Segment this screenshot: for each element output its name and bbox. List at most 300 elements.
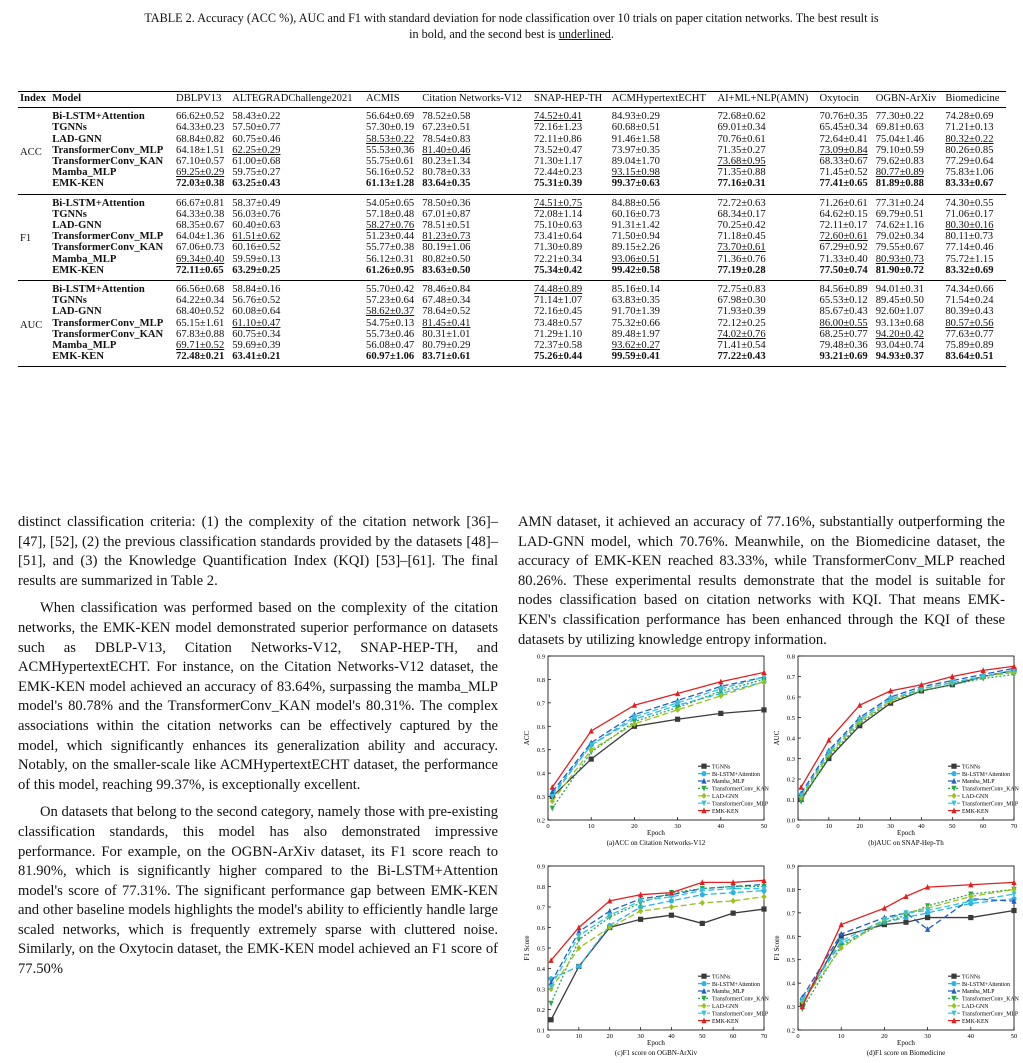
y-tick-label: 0.4 [536, 770, 545, 778]
paragraph: AMN dataset, it achieved an accuracy of 77.16%, substantially outperforming the LAD-GNN model, which 70.76%. Meanwhile, on the Biomedicine dataset, the accuracy of EMK-KEN reached 83.33%, while TransformerConv_MLP reached 80.26%. These experimental results demonstrate that the model is suitable for nodes classification based on citation networks with KQI. That means EMK-KEN's classification performance has been enhanced through the KQI of these datasets by utilizing knowledge entropy information. [518, 514, 1005, 648]
cell-value: 80.57±0.56 [945, 317, 994, 329]
table-cell [174, 122, 230, 133]
data-point [638, 917, 643, 922]
table-cell [364, 167, 420, 178]
table-cell [364, 220, 420, 231]
table-cell [818, 134, 874, 145]
table-cell [364, 178, 420, 194]
cell-value: 60.08±0.64 [232, 306, 281, 318]
table-cell [174, 340, 230, 351]
table-row [18, 178, 1006, 194]
table-cell [610, 329, 716, 340]
cell-value: 71.14±1.07 [533, 295, 583, 307]
table-cell [715, 194, 817, 209]
results-table [18, 91, 1006, 367]
x-tick-label: 10 [825, 823, 833, 830]
table-cell [874, 231, 944, 242]
table-cell [818, 351, 874, 367]
legend-marker [701, 981, 706, 986]
table-cell [610, 220, 716, 231]
caption-line-2 [20, 26, 1003, 42]
table-cell [230, 281, 364, 296]
cell-value: 64.33±0.38 [176, 208, 225, 220]
table-cell [874, 281, 944, 296]
cell-value: 72.68±0.62 [717, 111, 766, 123]
table-cell [818, 108, 874, 123]
cell-value: 64.22±0.34 [176, 295, 225, 307]
cell-value: 84.93±0.29 [611, 111, 660, 123]
cell-value: 71.06±0.17 [945, 208, 994, 220]
cell-value: 69.71±0.52 [176, 340, 225, 352]
table-cell [610, 231, 716, 242]
cell-value: 55.73±0.46 [366, 328, 415, 340]
cell-value: 56.76±0.52 [232, 295, 281, 307]
table-cell [715, 329, 817, 340]
x-axis-label: Epoch [647, 1039, 665, 1047]
table-cell [364, 295, 420, 306]
model-name: EMK-KEN [52, 351, 104, 363]
x-tick-label: 50 [949, 823, 956, 830]
cell-value: 93.62±0.27 [611, 340, 660, 352]
cell-value: 93.06±0.51 [611, 253, 660, 265]
data-point [589, 756, 594, 761]
cell-value: 80.23±1.34 [422, 156, 471, 168]
cell-value: 78.52±0.58 [422, 111, 471, 123]
cell-value: 85.16±0.14 [611, 284, 660, 296]
cell-value: 80.11±0.73 [945, 231, 994, 243]
cell-value: 72.75±0.83 [717, 284, 766, 296]
data-point [700, 921, 705, 926]
cell-value: 77.30±0.22 [875, 111, 924, 123]
cell-value: 58.62±0.37 [366, 306, 415, 318]
table-row [18, 351, 1006, 367]
cell-value: 71.35±0.88 [717, 167, 766, 179]
cell-value: 61.13±1.28 [366, 178, 415, 190]
data-point [675, 717, 680, 722]
table-cell [420, 156, 532, 167]
data-point [761, 906, 766, 911]
caption-end: . [610, 27, 614, 41]
cell-value: 83.71±0.61 [422, 351, 471, 363]
chart-legend [948, 974, 1020, 1025]
table-cell [874, 329, 944, 340]
column-header: Oxytocin [819, 93, 859, 104]
cell-value: 55.70±0.42 [366, 284, 415, 296]
cell-value: 84.56±0.89 [819, 284, 868, 296]
column-header: Biomedicine [945, 93, 1000, 104]
table-cell [818, 254, 874, 265]
cell-value: 80.32±0.22 [945, 133, 994, 145]
table-cell [874, 156, 944, 167]
table-cell [943, 167, 1006, 178]
x-axis-label: Epoch [897, 829, 915, 837]
table-cell [364, 156, 420, 167]
model-name: Mamba_MLP [52, 253, 117, 265]
table-cell [532, 231, 610, 242]
legend-label: Mamba_MLP [712, 779, 745, 786]
series-line [801, 666, 1014, 787]
table-cell [230, 318, 364, 329]
table-cell [715, 281, 817, 296]
y-tick-label: 0.3 [786, 1004, 795, 1012]
table-cell [610, 134, 716, 145]
cell-value: 83.33±0.67 [945, 178, 994, 190]
cell-value: 67.23±0.51 [422, 122, 471, 134]
table-cell [715, 295, 817, 306]
column-header: AI+ML+NLP(AMN) [717, 93, 809, 104]
cell-value: 69.25±0.29 [176, 167, 225, 179]
table-cell [943, 231, 1006, 242]
table-cell [230, 194, 364, 209]
table-cell [610, 254, 716, 265]
cell-value: 73.41±0.64 [533, 231, 583, 243]
cell-value: 67.98±0.30 [717, 295, 766, 307]
table-cell [874, 351, 944, 367]
x-axis-label: Epoch [897, 1039, 915, 1047]
cell-value: 63.25±0.43 [232, 178, 281, 190]
x-tick-label: 10 [837, 1033, 845, 1040]
legend-label: LAD-GNN [962, 794, 989, 800]
legend-label: Mamba_MLP [962, 989, 995, 996]
cell-value: 74.51±0.75 [533, 197, 583, 209]
cell-value: 60.75±0.34 [232, 328, 281, 340]
cell-value: 55.75±0.61 [366, 156, 415, 168]
cell-value: 58.84±0.16 [232, 284, 281, 296]
data-point [731, 898, 736, 904]
table-cell [610, 122, 716, 133]
table-cell [230, 265, 364, 281]
cell-value: 75.32±0.66 [611, 317, 660, 329]
table-cell [174, 351, 230, 367]
table-cell [532, 306, 610, 317]
cell-value: 67.01±0.87 [422, 208, 471, 220]
column-header: ACMHypertextECHT [611, 93, 706, 104]
cell-value: 59.59±0.13 [232, 253, 281, 265]
legend-label: TransformerConv_MLP [962, 1011, 1019, 1018]
table-cell [230, 145, 364, 156]
x-axis-label: Epoch [647, 829, 665, 837]
table-cell [943, 134, 1006, 145]
y-tick-label: 0.8 [536, 676, 545, 684]
cell-value: 68.25±0.77 [819, 328, 868, 340]
table-cell [874, 178, 944, 194]
legend-marker [701, 771, 706, 776]
cell-value: 80.77±0.89 [875, 167, 924, 179]
model-name: TransformerConv_MLP [52, 144, 164, 156]
table-cell [364, 254, 420, 265]
cell-value: 69.01±0.34 [717, 122, 766, 134]
cell-value: 64.04±1.36 [176, 231, 225, 243]
cell-value: 65.45±0.34 [819, 122, 868, 134]
table-cell [818, 318, 874, 329]
subfigure-caption: (d)F1 score on Biomedicine [866, 1049, 946, 1057]
table-cell [818, 295, 874, 306]
column-header: OGBN-ArXiv [875, 93, 937, 104]
caption-text: in bold, and the second best is [409, 27, 559, 41]
cell-value: 56.64±0.69 [366, 111, 415, 123]
cell-value: 58.53±0.22 [366, 133, 415, 145]
table-cell [230, 340, 364, 351]
table-cell [230, 351, 364, 367]
x-tick-label: 20 [881, 1033, 888, 1040]
table-cell [818, 242, 874, 253]
cell-value: 91.31±1.42 [611, 220, 660, 232]
cell-value: 68.33±0.67 [819, 156, 868, 168]
table-cell [532, 122, 610, 133]
series-line [551, 891, 764, 979]
data-point [925, 915, 930, 920]
table-cell [715, 351, 817, 367]
subfigure-caption: (b)AUC on SNAP-Hep-Th [868, 839, 944, 847]
cell-value: 83.64±0.51 [945, 351, 994, 363]
cell-value: 75.83±1.06 [945, 167, 994, 179]
table-cell [174, 254, 230, 265]
table-row [18, 134, 1006, 145]
cell-value: 62.25±0.29 [232, 144, 281, 156]
table-cell [874, 108, 944, 123]
cell-value: 92.60±1.07 [875, 306, 924, 318]
table-cell [532, 167, 610, 178]
table-cell [364, 108, 420, 123]
cell-value: 77.41±0.65 [819, 178, 868, 190]
legend-marker [951, 793, 956, 799]
metric-index: F1 [20, 233, 32, 245]
table-cell [420, 231, 532, 242]
table-cell [174, 156, 230, 167]
table-cell [174, 167, 230, 178]
cell-value: 58.37±0.49 [232, 197, 281, 209]
table-cell [420, 108, 532, 123]
table-row [18, 167, 1006, 178]
subfigure-caption: (a)ACC on Citation Networks-V12 [606, 839, 706, 847]
model-name: EMK-KEN [52, 264, 104, 276]
legend-label: TGNNs [962, 974, 981, 981]
cell-value: 75.72±1.15 [945, 253, 994, 265]
table-cell [230, 220, 364, 231]
table-row [18, 108, 1006, 123]
legend-label: TGNNs [712, 764, 731, 771]
legend-label: Bi-LSTM+Attention [962, 981, 1011, 988]
cell-value: 79.48±0.36 [819, 340, 868, 352]
model-name: TGNNs [52, 295, 87, 307]
cell-value: 80.26±0.85 [945, 144, 994, 156]
table-cell [364, 242, 420, 253]
model-name: Bi-LSTM+Attention [52, 197, 145, 209]
y-tick-label: 0.4 [786, 980, 795, 988]
cell-value: 68.35±0.67 [176, 220, 225, 232]
table-cell [610, 295, 716, 306]
table-cell [420, 281, 532, 296]
table-cell [943, 340, 1006, 351]
cell-value: 80.82±0.50 [422, 253, 471, 265]
cell-value: 69.79±0.51 [875, 208, 924, 220]
data-point [1011, 908, 1016, 913]
data-point [731, 911, 736, 916]
cell-value: 72.60±0.61 [819, 231, 868, 243]
header-row [18, 92, 1006, 108]
cell-value: 72.08±1.14 [533, 208, 583, 220]
table-cell [174, 194, 230, 209]
cell-value: 81.45±0.41 [422, 317, 471, 329]
table-cell [943, 254, 1006, 265]
table-cell [610, 145, 716, 156]
table-cell [610, 167, 716, 178]
legend-label: TransformerConv_KAN [712, 996, 769, 1003]
cell-value: 71.30±1.17 [533, 156, 583, 168]
x-tick-label: 0 [796, 823, 800, 830]
table-cell [874, 295, 944, 306]
cell-value: 80.30±0.16 [945, 220, 994, 232]
table-cell [230, 167, 364, 178]
table-cell [874, 306, 944, 317]
x-tick-label: 0 [546, 1033, 550, 1040]
table-cell [610, 194, 716, 209]
legend-marker [951, 981, 956, 986]
table-cell [420, 254, 532, 265]
data-point [761, 894, 766, 900]
metric-group [18, 281, 1006, 367]
y-tick-label: 0.9 [786, 863, 795, 871]
cell-value: 66.56±0.68 [176, 284, 225, 296]
cell-value: 56.08±0.47 [366, 340, 415, 352]
chart-acc-citation [520, 650, 770, 848]
table-cell [174, 178, 230, 194]
cell-value: 64.18±1.51 [176, 144, 225, 156]
table-cell [818, 220, 874, 231]
cell-value: 73.70±0.61 [717, 242, 766, 254]
table-cell [174, 281, 230, 296]
table-cell [532, 220, 610, 231]
cell-value: 72.16±0.45 [533, 306, 583, 318]
cell-value: 57.18±0.48 [366, 208, 415, 220]
table-cell [818, 167, 874, 178]
cell-value: 81.90±0.72 [875, 264, 924, 276]
legend-marker [951, 974, 956, 979]
table-cell [532, 254, 610, 265]
x-tick-label: 50 [699, 1033, 706, 1040]
cell-value: 79.62±0.83 [875, 156, 924, 168]
caption-line-1: TABLE 2. Accuracy (ACC %), AUC and F1 with standard deviation for node classification over 10 trials on paper citation networks. The best result is [144, 11, 879, 25]
cell-value: 71.29±1.10 [533, 328, 583, 340]
table-cell [818, 265, 874, 281]
cell-value: 57.23±0.64 [366, 295, 415, 307]
table-cell [420, 209, 532, 220]
table-cell [818, 281, 874, 296]
model-name: TransformerConv_KAN [52, 242, 164, 254]
cell-value: 89.48±1.97 [611, 328, 660, 340]
table-cell [230, 231, 364, 242]
column-header: Citation Networks-V12 [422, 93, 522, 104]
cell-value: 70.25±0.42 [717, 220, 766, 232]
y-tick-label: 0.8 [786, 886, 795, 894]
x-tick-label: 0 [796, 1033, 800, 1040]
table-row [18, 220, 1006, 231]
cell-value: 93.21±0.69 [819, 351, 868, 363]
cell-value: 80.31±1.01 [422, 328, 471, 340]
paragraph: When classification was performed based on the complexity of the citation networks, the EMK-KEN model demonstrated superior performance on datasets such as DBLP-V13, Citation Networks-V12, SNAP-HEP-TH, and ACMHypertextECHT. For instance, on the Citation Networks-V12 dataset, the EMK-KEN model achieved an accuracy of 83.64%, surpassing the mamba_MLP model's 80.78% and the TransformerConv_KAN model's 80.31%. The complex associations within the citation networks can be effectively captured by the model, which significantly enhances its generalization ability and accuracy. Notably, on the smaller-scale like ACMHypertextECHT dataset, the performance of this model, reaching 99.37%, is exceptionally excellent. [18, 600, 498, 793]
table-row [18, 231, 1006, 242]
cell-value: 56.03±0.76 [232, 208, 281, 220]
cell-value: 89.04±1.70 [611, 156, 660, 168]
legend-marker [701, 1003, 706, 1009]
table-cell [943, 318, 1006, 329]
table-cell [532, 209, 610, 220]
cell-value: 84.88±0.56 [611, 197, 660, 209]
cell-value: 93.04±0.74 [875, 340, 924, 352]
x-tick-label: 10 [575, 1033, 583, 1040]
x-tick-label: 70 [1010, 823, 1018, 830]
table-cell [818, 209, 874, 220]
x-tick-label: 40 [668, 1033, 675, 1040]
cell-value: 91.70±1.39 [611, 306, 660, 318]
table-cell [818, 156, 874, 167]
table-cell [230, 254, 364, 265]
chart-f1-biomedicine [770, 860, 1020, 1058]
table-cell [364, 122, 420, 133]
y-tick-label: 0.6 [536, 925, 545, 932]
table-cell [420, 265, 532, 281]
x-tick-label: 60 [979, 823, 987, 830]
model-name: TransformerConv_MLP [52, 231, 164, 243]
column-header: Index [20, 93, 46, 104]
subfigure-caption: (c)F1 score on OGBN-ArXiv [614, 1049, 698, 1057]
table-cell [943, 295, 1006, 306]
table-cell [532, 108, 610, 123]
cell-value: 73.97±0.35 [611, 144, 660, 156]
y-tick-label: 0.1 [536, 1027, 545, 1035]
cell-value: 71.18±0.45 [717, 231, 766, 243]
cell-value: 64.62±0.15 [819, 208, 868, 220]
data-point [576, 964, 581, 969]
cell-value: 74.52±0.41 [533, 111, 583, 123]
cell-value: 70.76±0.61 [717, 133, 766, 145]
table-cell [420, 194, 532, 209]
y-tick-label: 0.4 [786, 735, 795, 743]
x-tick-label: 10 [587, 823, 595, 830]
legend-label: Mamba_MLP [712, 989, 745, 996]
cell-value: 61.00±0.68 [232, 156, 281, 168]
series-line [802, 882, 1014, 1006]
table-cell [532, 318, 610, 329]
left-column [18, 513, 498, 988]
table-caption [20, 10, 1003, 42]
table-cell [174, 306, 230, 317]
legend-label: EMK-KEN [712, 808, 739, 815]
cell-value: 77.19±0.28 [717, 264, 766, 276]
table-cell [174, 209, 230, 220]
y-tick-label: 0.6 [536, 723, 545, 731]
table-cell [610, 178, 716, 194]
table-cell [943, 306, 1006, 317]
table-cell [420, 178, 532, 194]
table-row [18, 254, 1006, 265]
table-cell [230, 134, 364, 145]
model-name: TransformerConv_KAN [52, 328, 164, 340]
legend-marker [951, 764, 956, 769]
table-cell [420, 134, 532, 145]
cell-value: 99.37±0.63 [611, 178, 660, 190]
data-point [718, 711, 723, 716]
x-tick-label: 40 [717, 823, 725, 830]
table-cell [532, 242, 610, 253]
cell-value: 83.63±0.50 [422, 264, 471, 276]
y-tick-label: 0.2 [786, 1027, 795, 1035]
table-cell [364, 351, 420, 367]
cell-value: 67.10±0.57 [176, 156, 225, 168]
cell-value: 73.52±0.47 [533, 144, 583, 156]
cell-value: 67.06±0.73 [176, 242, 225, 254]
model-name: Bi-LSTM+Attention [52, 284, 145, 296]
